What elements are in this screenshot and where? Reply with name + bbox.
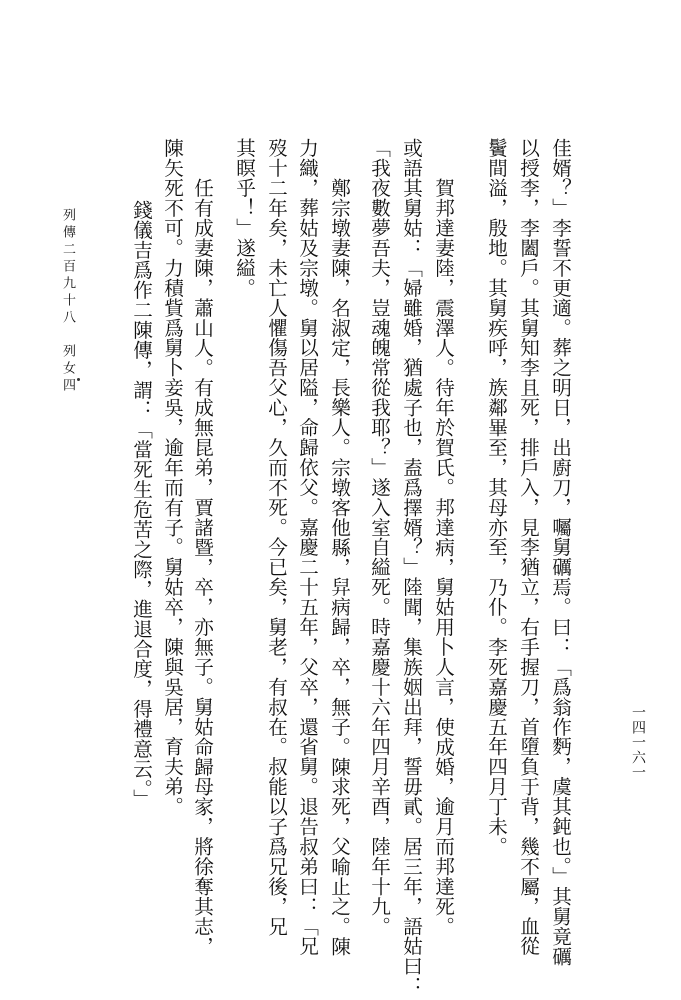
text-column: 佳婿？」李誓不更適。葬之明日，出廚刀，囑舅礪焉。曰：「爲翁作麪，虞其鈍也。」其舅竟礪	[548, 138, 572, 967]
text-column: 任有成妻陳，蕭山人。有成無昆弟，賈諸暨，卒，亦無子。舅姑命歸母家，將徐奪其志，	[190, 178, 214, 957]
text-column: 歿十二年矣，未亡人懼傷吾父心，久而不死。今已矣，舅老，有叔在。叔能以子爲兄後，兄	[264, 138, 288, 936]
text-column: 「我夜數夢吾夫，豈魂魄常從我耶？」遂入室自縊死。時嘉慶十六年四月辛酉，陸年十九。	[367, 138, 391, 936]
page-number: 一四一六一	[630, 705, 646, 780]
text-column: 錢儀吉爲作二陳傳，謂：「當死生危苦之際，進退合度，得禮意云。」	[129, 200, 153, 809]
running-header: 列傳二百九十八 列女四	[60, 208, 75, 395]
text-column: 或語其舅姑：「婦雖婚，猶處子也，盍爲擇婿？」陸聞，集族姻出拜，誓毋貳。居三年，語姑曰：	[399, 138, 423, 996]
text-column: 鬢間溢，殷地。其舅疾呼，族鄰畢至，其母亦至，乃仆。李死嘉慶五年四月丁未。	[484, 138, 508, 857]
scan-speck	[77, 378, 80, 381]
text-column: 其瞑乎！」遂縊。	[232, 138, 256, 298]
text-column: 力織，葬姑及宗墩。舅以居隘，命歸依父。嘉慶二十五年，父卒，還省舅。退告叔弟曰：「兄	[295, 138, 319, 956]
text-column: 陳矢死不可。力積貲爲舅卜妾吳，逾年而有子。舅姑卒，陳與吳居，育夫弟。	[160, 138, 184, 817]
text-column: 鄭宗墩妻陳，名淑定，長樂人。宗墩客他縣，舁病歸，卒，無子。陳求死，父喻止之。陳	[327, 178, 351, 957]
text-column: 賀邦達妻陸，震澤人。待年於賀氏。邦達病，舅姑用卜人言，使成婚，逾月而邦達死。	[431, 178, 455, 937]
text-column: 以授李，李闔戶。其舅知李且死，排戶入，見李猶立，右手握刀，首墮負于背，幾不屬，血從	[516, 138, 540, 956]
